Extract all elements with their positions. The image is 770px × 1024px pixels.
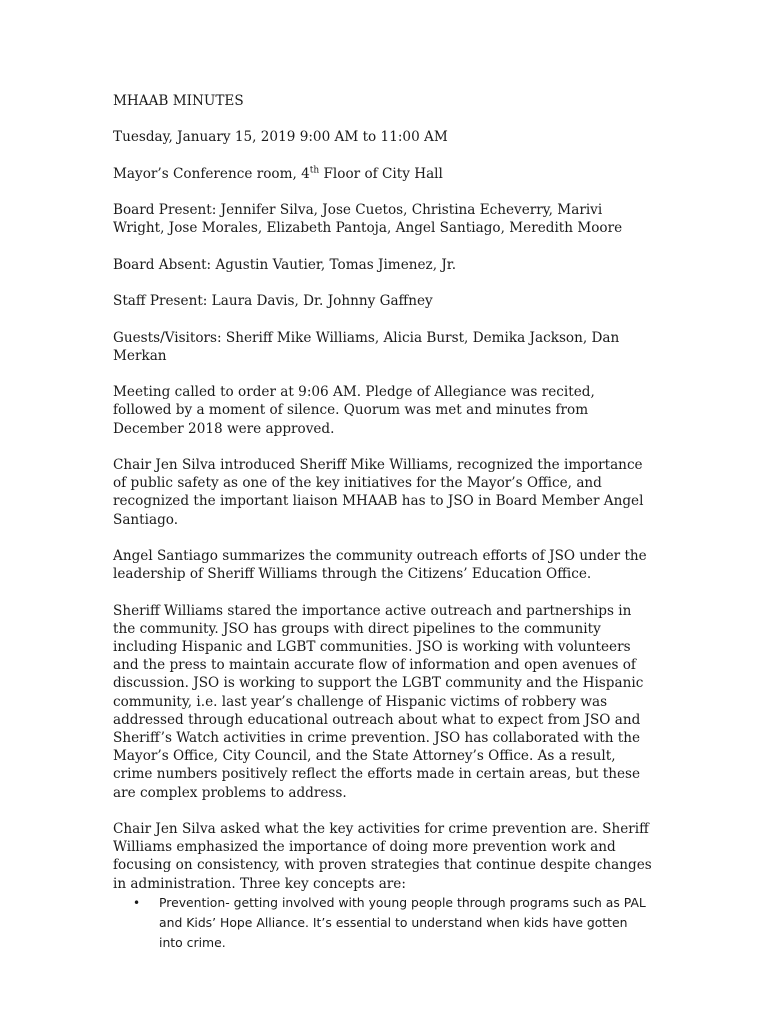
staff-present: Staff Present: Laura Davis, Dr. Johnny Gaffney: [113, 293, 433, 310]
meeting-date: Tuesday, January 15, 2019 9:00 AM to 11:00 AM: [113, 129, 448, 146]
document-title: MHAAB MINUTES: [113, 93, 244, 109]
bullet-icon: •: [133, 895, 141, 910]
guests-visitors: Guests/Visitors: Sheriff Mike Williams, Alicia Burst, Demika Jackson, Dan Merkan: [113, 329, 620, 364]
call-to-order-paragraph: Meeting called to order at 9:06 AM. Pledge of Allegiance was recited, followed by a moment of silence. Quorum was met and minutes from December 2018 were approved.: [113, 384, 595, 437]
board-present: Board Present: Jennifer Silva, Jose Cuetos, Christina Echeverry, Marivi Wright, Jose Morales, Elizabeth Pantoja, Angel Santiago, Meredith Moore: [113, 202, 623, 237]
location-text-before: Mayor’s Conference room, 4: [113, 165, 310, 182]
concept-prevention-text: Prevention- getting involved with young people through programs such as PAL and Kids’ Hope Alliance. It’s essential to understand when kids have gotten into crime.: [159, 894, 646, 950]
location-ordinal-suffix: th: [309, 165, 320, 176]
introduction-paragraph: Chair Jen Silva introduced Sheriff Mike Williams, recognized the importance of public safety as one of the key initiatives for the Mayor’s Office, and recognized the important liaison MHAAB has to JSO in Board Member Angel Santiago.: [113, 456, 644, 528]
board-absent: Board Absent: Agustin Vautier, Tomas Jimenez, Jr.: [113, 256, 457, 273]
location-text-after: Floor of City Hall: [319, 165, 443, 182]
sheriff-remarks-paragraph: Sheriff Williams stared the importance active outreach and partnerships in the community. JSO has groups with direct pipelines to the community including Hispanic and LGBT communities. JSO is working with volunteers and the press to maintain accurate flow of information and open avenues of discussion. JSO is working to support the LGBT community and the Hispanic community, i.e. last year’s challenge of Hispanic victims of robbery was addressed through educational outreach about what to expect from JSO and Sheriff’s Watch activities in crime prevention. JSO has collaborated with the Mayor’s Office, City Council, and the State Attorney’s Office. As a result, crime numbers positively reflect the efforts made in certain areas, but these are complex problems to address.: [113, 602, 644, 801]
minutes-document: [113, 92, 653, 953]
crime-prevention-paragraph: Chair Jen Silva asked what the key activities for crime prevention are. Sheriff Williams emphasized the importance of doing more prevention work and focusing on consistency, with proven strategies that continue despite changes in administration. Three key concepts are:: [113, 820, 652, 892]
list-item: [133, 893, 653, 953]
key-concepts-list: [113, 893, 653, 953]
outreach-summary-paragraph: Angel Santiago summarizes the community outreach efforts of JSO under the leadership of Sheriff Williams through the Citizens’ Education Office.: [113, 547, 647, 583]
meeting-location: [113, 165, 653, 183]
